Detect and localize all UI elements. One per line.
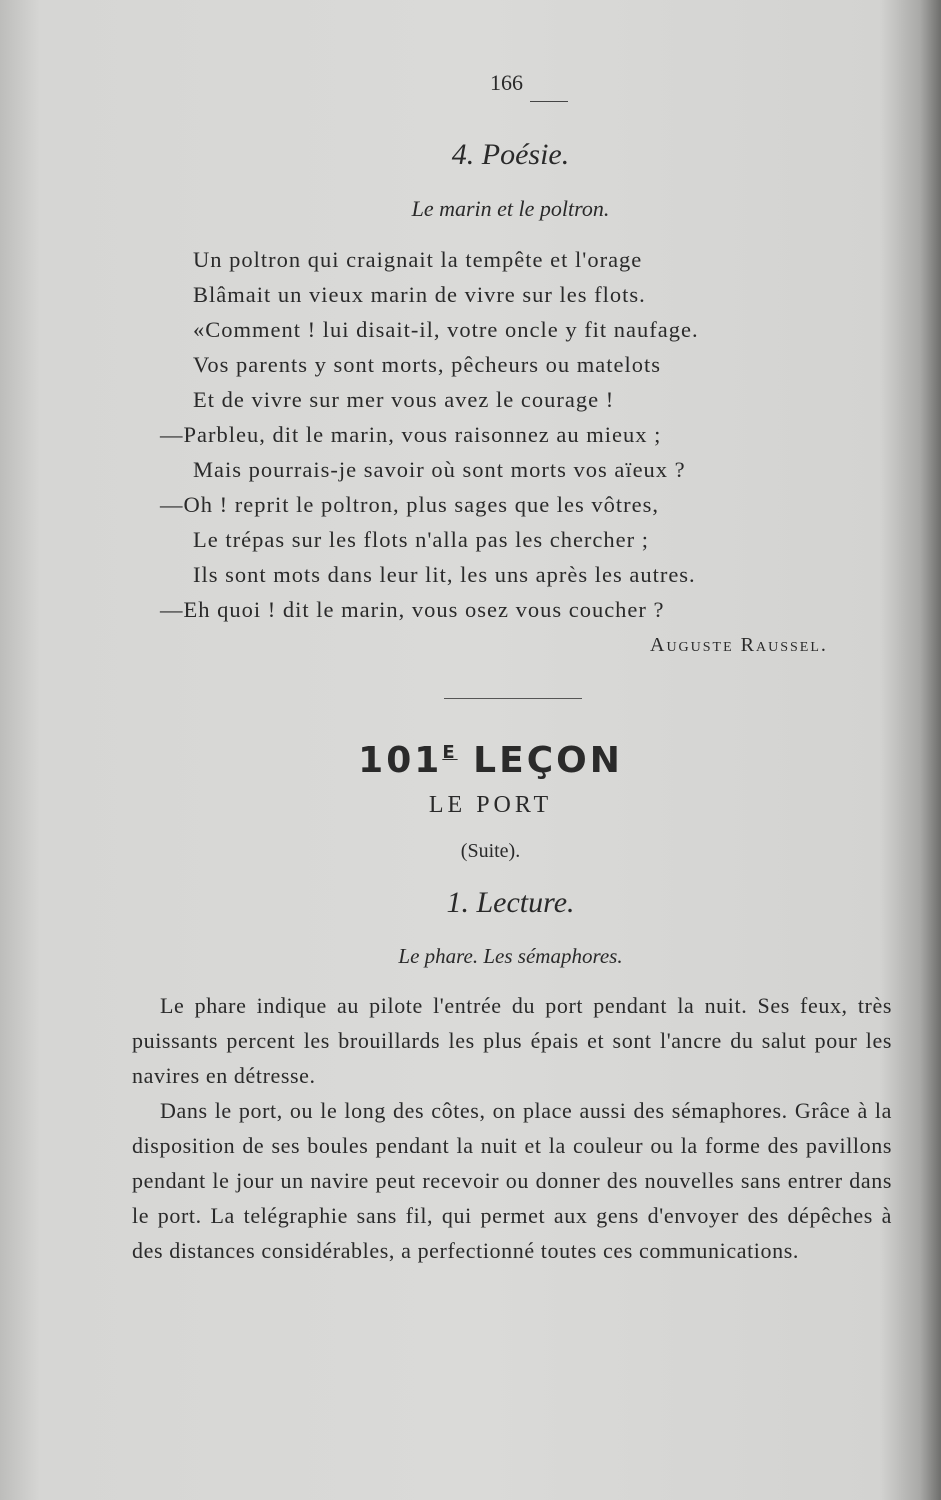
section-divider — [444, 698, 582, 699]
reading-title: Le phare. Les sémaphores. — [398, 944, 623, 968]
page-number-rule — [530, 101, 568, 102]
poem-line: «Comment ! lui disait-il, votre oncle y fit naufage. — [193, 317, 699, 342]
paragraph: Le phare indique au pilote l'entrée du port pendant la nuit. Ses feux, très puissants percent les brouillards les plus épais et sont l'ancre du salut pour les navires en détresse. — [132, 993, 892, 1088]
poem-line: Et de vivre sur mer vous avez le courage ! — [193, 387, 615, 412]
paragraph: Dans le port, ou le long des côtes, on place aussi des sémaphores. Grâce à la disposition de ses boules pendant la nuit et la couleur ou la forme des pavillons pendant le jour un navire peut recevoir ou donner des nouvelles sans entrer dans le port. La telégraphie sans fil, qui permet aux gens d'envoyer des dépêches à des distances considérables, a perfectionné toutes ces communications. — [132, 1098, 892, 1263]
lesson-number: 101 — [358, 740, 443, 781]
poem-line: Ils sont mots dans leur lit, les uns après les autres. — [193, 562, 696, 587]
lesson-note: (Suite). — [460, 840, 521, 862]
poem-line: Mais pourrais-je savoir où sont morts vos aïeux ? — [193, 457, 686, 482]
poem-line: Vos parents y sont morts, pêcheurs ou matelots — [193, 352, 662, 377]
lesson-subtitle: LE PORT — [428, 792, 553, 818]
reading-text — [132, 988, 892, 1268]
poetry-section-title: 4. Poésie. — [451, 138, 570, 171]
poem-line: —Oh ! reprit le poltron, plus sages que les vôtres, — [160, 492, 660, 517]
poem-line: —Parbleu, dit le marin, vous raisonnez au mieux ; — [160, 422, 662, 447]
poem — [160, 242, 860, 627]
poem-title: Le marin et le poltron. — [411, 196, 610, 221]
poem-line: Le trépas sur les flots n'alla pas les chercher ; — [193, 527, 650, 552]
poem-author: Auguste Raussel. — [650, 634, 828, 656]
lesson-ordinal: E — [442, 742, 458, 763]
lesson-word: LEÇON — [473, 740, 623, 781]
lesson-heading — [0, 740, 941, 781]
poem-line: Blâmait un vieux marin de vivre sur les flots. — [193, 282, 646, 307]
poem-line: —Eh quoi ! dit le marin, vous osez vous coucher ? — [160, 597, 665, 622]
poem-line: Un poltron qui craignait la tempête et l'orage — [193, 247, 643, 272]
page-number: 166 — [490, 70, 523, 95]
reading-section-title: 1. Lecture. — [446, 886, 575, 919]
